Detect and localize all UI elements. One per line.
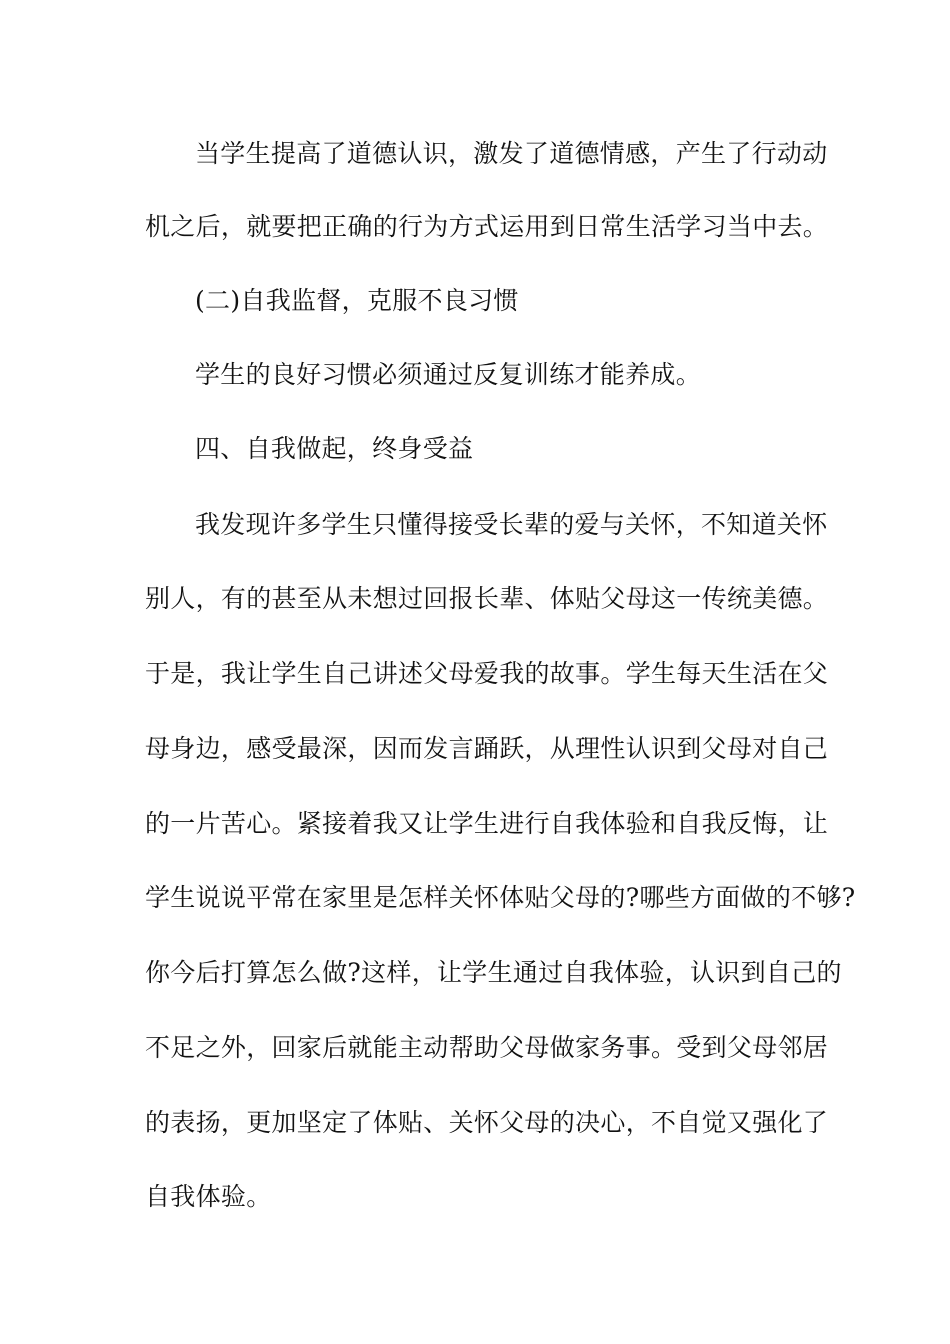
paragraph-3-line-10: 自我体验。 <box>145 1182 272 1211</box>
paragraph-1-line-1: 当学生提高了道德认识，激发了道德情感，产生了行动动 <box>195 139 828 168</box>
paragraph-3-line-4: 母身边，感受最深，因而发言踊跃，从理性认识到父母对自己 <box>145 734 829 763</box>
paragraph-3-line-1: 我发现许多学生只懂得接受长辈的爱与关怀，不知道关怀 <box>195 510 828 539</box>
section-heading-4: 四、自我做起，终身受益 <box>195 434 474 463</box>
paragraph-3-line-7: 你今后打算怎么做?这样，让学生通过自我体验，认识到自己的 <box>145 958 842 987</box>
paragraph-3-line-3: 于是，我让学生自己讲述父母爱我的故事。学生每天生活在父 <box>145 659 829 688</box>
paragraph-3-line-5: 的一片苦心。紧接着我又让学生进行自我体验和自我反悔，让 <box>145 809 829 838</box>
paragraph-3-line-8: 不足之外，回家后就能主动帮助父母做家务事。受到父母邻居 <box>145 1033 829 1062</box>
paragraph-3-line-9: 的表扬，更加坚定了体贴、关怀父母的决心，不自觉又强化了 <box>145 1108 829 1137</box>
paragraph-3-line-6: 学生说说平常在家里是怎样关怀体贴父母的?哪些方面做的不够? <box>145 883 856 912</box>
paragraph-1-line-2: 机之后，就要把正确的行为方式运用到日常生活学习当中去。 <box>145 212 829 241</box>
section-heading-2: (二)自我监督，克服不良习惯 <box>195 286 519 315</box>
paragraph-3-line-2: 别人，有的甚至从未想过回报长辈、体贴父母这一传统美德。 <box>145 584 829 613</box>
paragraph-2: 学生的良好习惯必须通过反复训练才能养成。 <box>195 360 702 389</box>
